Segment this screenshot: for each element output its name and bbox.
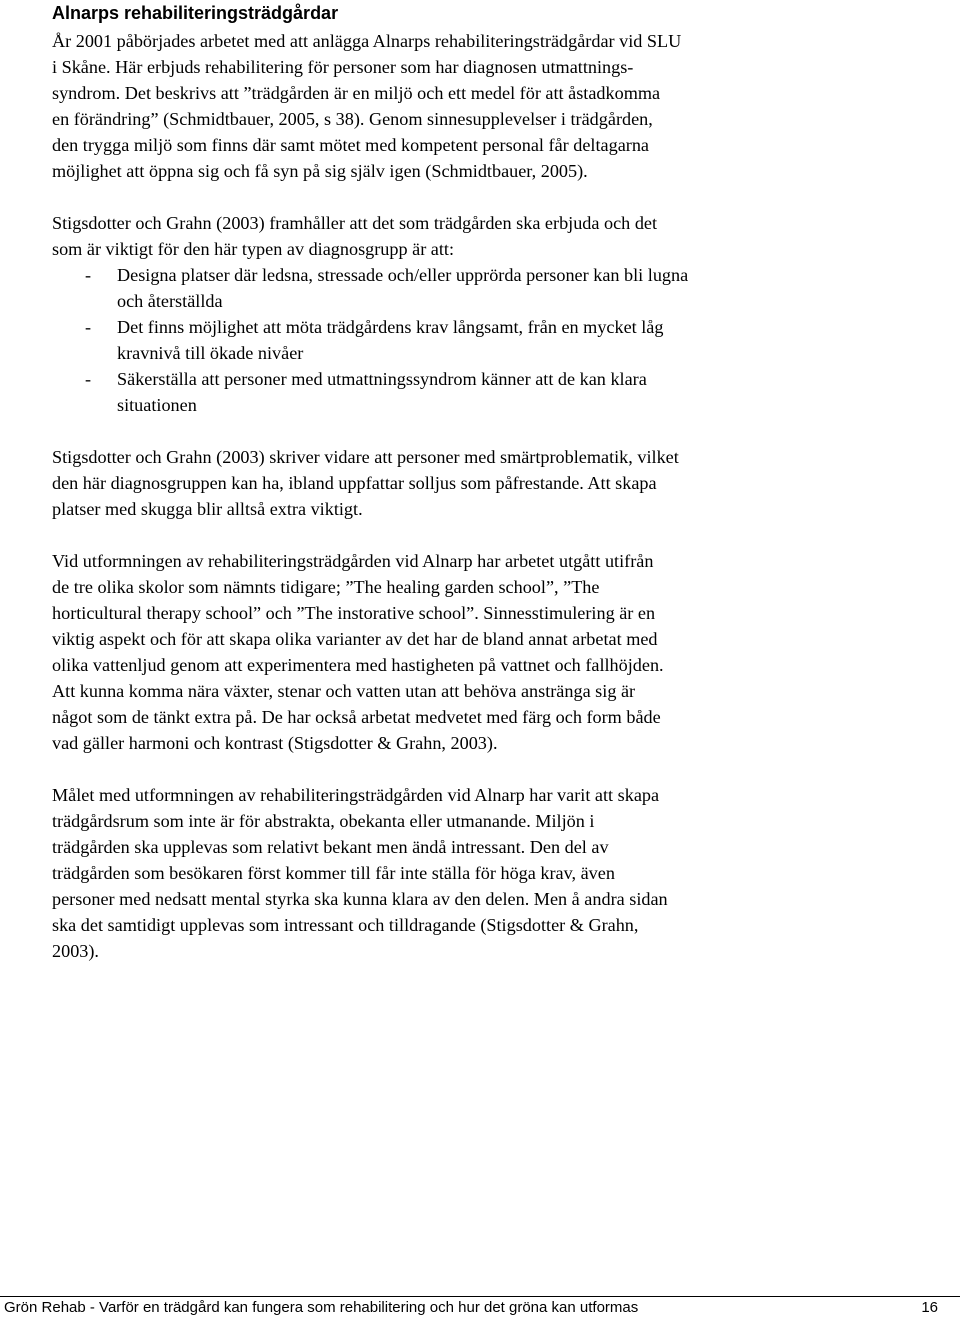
text-line: Målet med utformningen av rehabiliteringsträdgården vid Alnarp har varit att skapa — [52, 785, 660, 805]
text-line: möjlighet att öppna sig och få syn på sig själv igen (Schmidtbauer, 2005). — [52, 161, 588, 181]
text-line: och återställda — [117, 291, 223, 311]
text-line: År 2001 påbörjades arbetet med att anlägga Alnarps rehabiliteringsträdgårdar vid SLU — [52, 31, 682, 51]
text-line: platser med skugga blir alltså extra viktigt. — [52, 499, 363, 519]
text-line: personer med nedsatt mental styrka ska kunna klara av den delen. Men å andra sidan — [52, 889, 668, 909]
text-line: trädgården ska upplevas som relativt bekant men ändå intressant. Den del av — [52, 837, 609, 857]
text-line: en förändring” (Schmidtbauer, 2005, s 38). Genom sinnesupplevelser i trädgården, — [52, 109, 653, 129]
criteria-list — [52, 262, 922, 418]
list-dash: - — [85, 317, 92, 337]
paragraph-sunlight — [52, 444, 922, 522]
text-line: Att kunna komma nära växter, stenar och vatten utan att behöva anstränga sig är — [52, 681, 636, 701]
list-dash: - — [85, 369, 92, 389]
text-line: 2003). — [52, 941, 99, 961]
text-line: horticultural therapy school” och ”The instorative school”. Sinnesstimulering är en — [52, 603, 656, 623]
paragraph-spacer — [52, 418, 922, 444]
text-line: som är viktigt för den här typen av diagnosgrupp är att: — [52, 239, 455, 259]
text-line: i Skåne. Här erbjuds rehabilitering för personer som har diagnosen utmattnings- — [52, 57, 634, 77]
paragraph-spacer — [52, 756, 922, 782]
footer-title: Grön Rehab - Varför en trädgård kan fungera som rehabilitering och hur det gröna kan utformas — [4, 1299, 639, 1316]
text-line: Det finns möjlighet att möta trädgårdens krav långsamt, från en mycket låg — [117, 317, 664, 337]
text-line: Stigsdotter och Grahn (2003) skriver vidare att personer med smärtproblematik, vilket — [52, 447, 679, 467]
text-line: Säkerställa att personer med utmattningssyndrom känner att de kan klara — [117, 369, 647, 389]
text-line: situationen — [117, 395, 197, 415]
list-dash: - — [85, 265, 92, 285]
text-line: Vid utformningen av rehabiliteringsträdgården vid Alnarp har arbetet utgått utifrån — [52, 551, 654, 571]
text-line: något som de tänkt extra på. De har också arbetat medvetet med färg och form både — [52, 707, 661, 727]
text-line: Stigsdotter och Grahn (2003) framhåller att det som trädgården ska erbjuda och det — [52, 213, 658, 233]
paragraph-spacer — [52, 184, 922, 210]
text-line: Designa platser där ledsna, stressade och/eller upprörda personer kan bli lugna — [117, 265, 689, 285]
section-heading: Alnarps rehabiliteringsträdgårdar — [52, 3, 339, 23]
paragraph-intro — [52, 28, 922, 184]
list-item — [52, 262, 922, 314]
text-line: de tre olika skolor som nämnts tidigare; ”The healing garden school”, ”The — [52, 577, 600, 597]
text-line: ska det samtidigt upplevas som intressant och tilldragande (Stigsdotter & Grahn, — [52, 915, 639, 935]
text-line: viktig aspekt och för att skapa olika varianter av det har de bland annat arbetat med — [52, 629, 658, 649]
list-item — [52, 366, 922, 418]
text-line: trädgårdsrum som inte är för abstrakta, obekanta eller utmanande. Miljön i — [52, 811, 595, 831]
text-line: kravnivå till ökade nivåer — [117, 343, 304, 363]
paragraph-spacer — [52, 522, 922, 548]
text-line: olika vattenljud genom att experimentera med hastigheten på vattnet och fallhöjden. — [52, 655, 664, 675]
text-line: trädgården som besökaren först kommer till får inte ställa för höga krav, även — [52, 863, 615, 883]
paragraph-criteria-intro — [52, 210, 922, 262]
footer-divider — [0, 1296, 960, 1297]
text-line: syndrom. Det beskrivs att ”trädgården är en miljö och ett medel för att åstadkomma — [52, 83, 661, 103]
body-text — [52, 28, 922, 964]
page-number: 16 — [921, 1299, 938, 1316]
paragraph-design-schools — [52, 548, 922, 756]
list-item — [52, 314, 922, 366]
text-line: den här diagnosgruppen kan ha, ibland uppfattar solljus som påfrestande. Att skapa — [52, 473, 657, 493]
text-line: den trygga miljö som finns där samt mötet med kompetent personal får deltagarna — [52, 135, 649, 155]
paragraph-design-goal — [52, 782, 922, 964]
text-line: vad gäller harmoni och kontrast (Stigsdotter & Grahn, 2003). — [52, 733, 498, 753]
